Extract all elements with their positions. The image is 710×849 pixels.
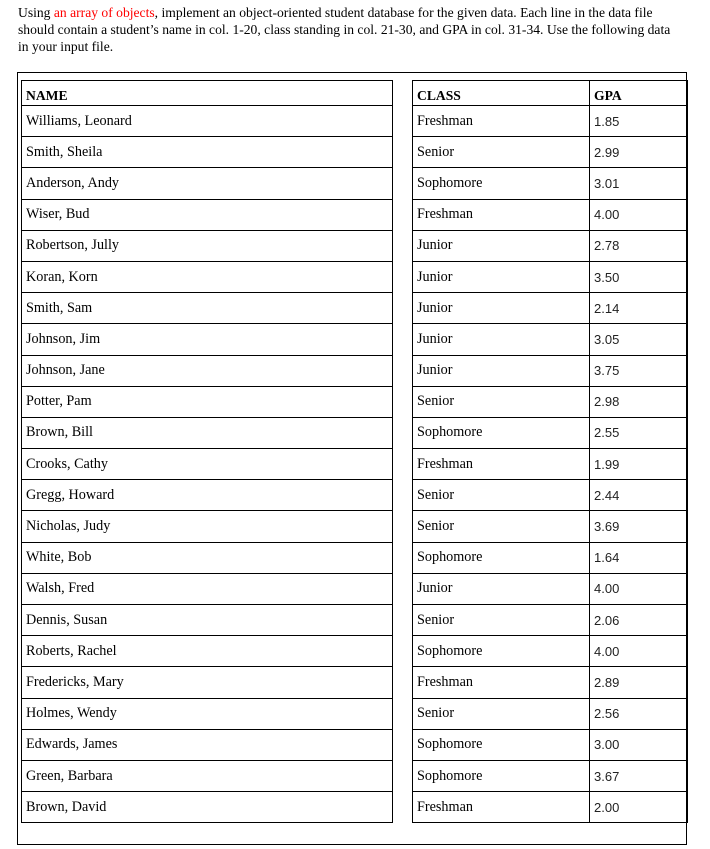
column-gap — [393, 293, 413, 324]
cell-gpa: 2.98 — [590, 386, 688, 417]
cell-class: Junior — [413, 230, 590, 261]
column-gap — [393, 636, 413, 667]
cell-class: Sophomore — [413, 729, 590, 760]
column-gap — [393, 542, 413, 573]
column-gap — [393, 760, 413, 791]
cell-name: White, Bob — [22, 542, 393, 573]
cell-class: Sophomore — [413, 542, 590, 573]
table-row — [22, 199, 688, 230]
cell-name: Crooks, Cathy — [22, 449, 393, 480]
cell-gpa: 3.00 — [590, 729, 688, 760]
cell-name: Roberts, Rachel — [22, 636, 393, 667]
table-row — [22, 698, 688, 729]
cell-class: Senior — [413, 605, 590, 636]
table-row — [22, 386, 688, 417]
table-row — [22, 605, 688, 636]
cell-name: Green, Barbara — [22, 760, 393, 791]
cell-class: Junior — [413, 293, 590, 324]
table-header-row — [22, 81, 688, 106]
cell-name: Johnson, Jane — [22, 355, 393, 386]
cell-gpa: 3.50 — [590, 261, 688, 292]
cell-name: Anderson, Andy — [22, 168, 393, 199]
column-gap — [393, 573, 413, 604]
column-gap — [393, 792, 413, 823]
cell-gpa: 2.55 — [590, 417, 688, 448]
column-gap — [393, 230, 413, 261]
header-class: CLASS — [413, 81, 590, 106]
cell-name: Smith, Sam — [22, 293, 393, 324]
cell-class: Junior — [413, 573, 590, 604]
assignment-instructions — [18, 4, 678, 55]
table-row — [22, 168, 688, 199]
cell-gpa: 2.78 — [590, 230, 688, 261]
student-data-table — [21, 80, 688, 823]
cell-name: Koran, Korn — [22, 261, 393, 292]
table-row — [22, 293, 688, 324]
table-row — [22, 729, 688, 760]
column-gap — [393, 511, 413, 542]
cell-name: Walsh, Fred — [22, 573, 393, 604]
table-row — [22, 106, 688, 137]
cell-gpa: 3.01 — [590, 168, 688, 199]
cell-gpa: 1.85 — [590, 106, 688, 137]
table-row — [22, 324, 688, 355]
table-row — [22, 573, 688, 604]
column-gap — [393, 480, 413, 511]
cell-name: Dennis, Susan — [22, 605, 393, 636]
cell-name: Smith, Sheila — [22, 137, 393, 168]
instructions-after: , implement an object-oriented student database for the given data. Each line in the data file should contain a student’s name in col. 1-20, class standing in col. 21-30, and GPA in col. 31-34. Use the following data in your input file. — [18, 5, 671, 54]
column-gap — [393, 199, 413, 230]
cell-gpa: 3.67 — [590, 760, 688, 791]
column-gap — [393, 355, 413, 386]
column-gap — [393, 605, 413, 636]
table-row — [22, 355, 688, 386]
cell-name: Robertson, Jully — [22, 230, 393, 261]
cell-class: Sophomore — [413, 760, 590, 791]
column-gap — [393, 168, 413, 199]
cell-name: Brown, Bill — [22, 417, 393, 448]
table-row — [22, 417, 688, 448]
cell-class: Sophomore — [413, 168, 590, 199]
cell-gpa: 2.14 — [590, 293, 688, 324]
cell-gpa: 2.06 — [590, 605, 688, 636]
cell-class: Freshman — [413, 667, 590, 698]
cell-gpa: 3.75 — [590, 355, 688, 386]
cell-gpa: 2.00 — [590, 792, 688, 823]
cell-name: Edwards, James — [22, 729, 393, 760]
cell-class: Senior — [413, 698, 590, 729]
cell-name: Williams, Leonard — [22, 106, 393, 137]
cell-gpa: 1.64 — [590, 542, 688, 573]
cell-gpa: 2.56 — [590, 698, 688, 729]
table-row — [22, 542, 688, 573]
cell-gpa: 2.44 — [590, 480, 688, 511]
cell-gpa: 4.00 — [590, 636, 688, 667]
cell-class: Senior — [413, 386, 590, 417]
cell-class: Freshman — [413, 449, 590, 480]
header-gpa: GPA — [590, 81, 688, 106]
cell-name: Gregg, Howard — [22, 480, 393, 511]
table-row — [22, 760, 688, 791]
cell-gpa: 2.99 — [590, 137, 688, 168]
column-gap — [393, 106, 413, 137]
table-row — [22, 511, 688, 542]
column-gap — [393, 81, 413, 106]
column-gap — [393, 261, 413, 292]
cell-class: Freshman — [413, 199, 590, 230]
column-gap — [393, 729, 413, 760]
instructions-before: Using — [18, 5, 54, 20]
cell-gpa: 3.69 — [590, 511, 688, 542]
column-gap — [393, 386, 413, 417]
cell-gpa: 3.05 — [590, 324, 688, 355]
cell-name: Fredericks, Mary — [22, 667, 393, 698]
header-name: NAME — [22, 81, 393, 106]
cell-class: Senior — [413, 480, 590, 511]
cell-class: Sophomore — [413, 417, 590, 448]
cell-gpa: 1.99 — [590, 449, 688, 480]
cell-class: Senior — [413, 511, 590, 542]
table-body — [22, 106, 688, 823]
cell-gpa: 4.00 — [590, 199, 688, 230]
cell-class: Sophomore — [413, 636, 590, 667]
column-gap — [393, 667, 413, 698]
cell-name: Brown, David — [22, 792, 393, 823]
cell-class: Junior — [413, 261, 590, 292]
instructions-highlight: an array of objects — [53, 5, 155, 20]
cell-name: Johnson, Jim — [22, 324, 393, 355]
column-gap — [393, 324, 413, 355]
cell-class: Freshman — [413, 106, 590, 137]
cell-name: Nicholas, Judy — [22, 511, 393, 542]
cell-class: Junior — [413, 324, 590, 355]
table-row — [22, 261, 688, 292]
cell-class: Junior — [413, 355, 590, 386]
table-row — [22, 230, 688, 261]
column-gap — [393, 417, 413, 448]
column-gap — [393, 449, 413, 480]
cell-name: Wiser, Bud — [22, 199, 393, 230]
table-row — [22, 137, 688, 168]
cell-name: Potter, Pam — [22, 386, 393, 417]
table-row — [22, 667, 688, 698]
cell-gpa: 2.89 — [590, 667, 688, 698]
cell-gpa: 4.00 — [590, 573, 688, 604]
column-gap — [393, 137, 413, 168]
cell-class: Senior — [413, 137, 590, 168]
table-row — [22, 792, 688, 823]
table-row — [22, 480, 688, 511]
column-gap — [393, 698, 413, 729]
cell-class: Freshman — [413, 792, 590, 823]
table-row — [22, 636, 688, 667]
table-row — [22, 449, 688, 480]
cell-name: Holmes, Wendy — [22, 698, 393, 729]
